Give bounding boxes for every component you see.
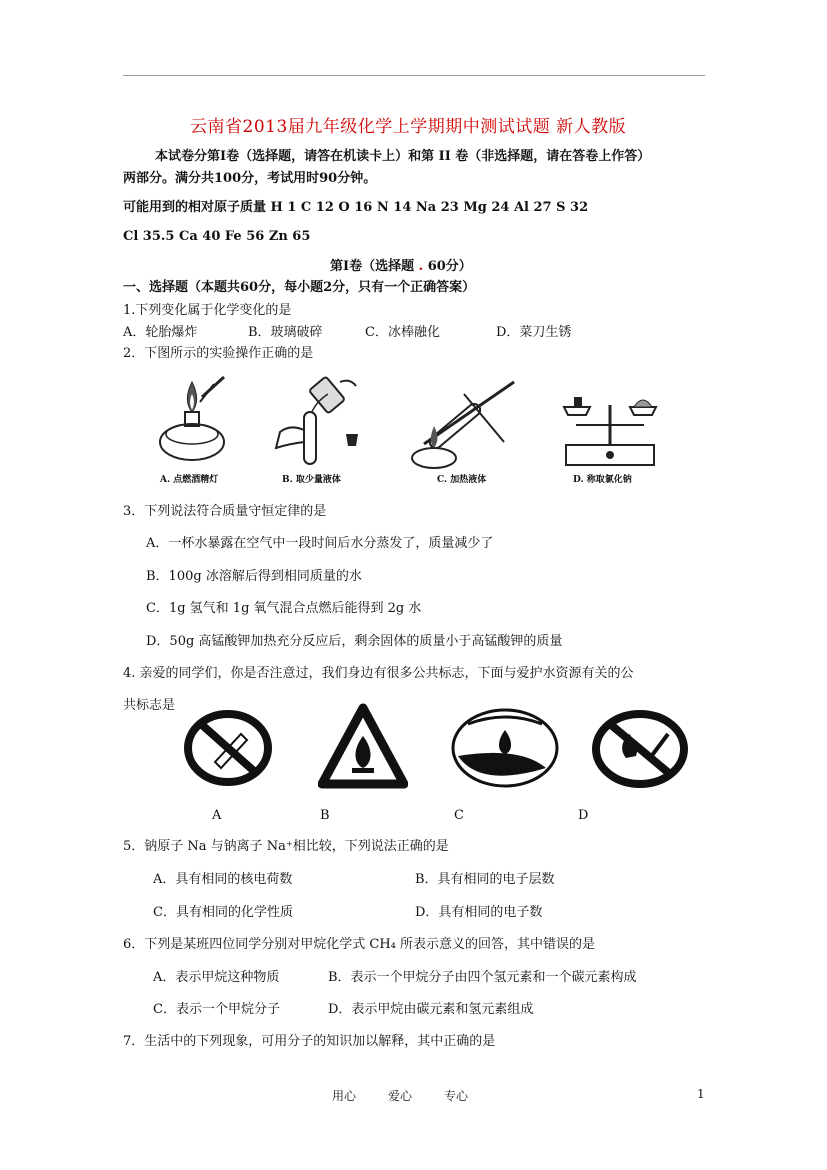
footer-motto-3: 专心 — [444, 1089, 469, 1103]
fig-caption-a: A. 点燃酒精灯 — [160, 475, 219, 485]
q6-stem: 6．下列是某班四位同学分别对甲烷化学式 CH₄ 所表示意义的回答，其中错误的是 — [123, 937, 596, 952]
q3-option-b: B．100g 冰溶解后得到相同质量的水 — [146, 569, 362, 584]
atomic-mass-line-1: 可能用到的相对原子质量 H 1 C 12 O 16 N 14 Na 23 Mg 24 Al 27 S 32 — [123, 200, 589, 215]
q1-option-a: A．轮胎爆炸 — [123, 325, 198, 340]
page-number: 1 — [697, 1087, 705, 1101]
sign-label-a: A — [212, 808, 222, 823]
no-fire-sign — [590, 708, 690, 790]
q5-option-c: C．具有相同的化学性质 — [153, 905, 293, 920]
footer-motto-1: 用心 — [332, 1089, 357, 1103]
exam-title: 云南省2013届九年级化学上学期期中测试试题 新人教版 — [190, 117, 627, 137]
q5-option-a: A．具有相同的核电荷数 — [153, 872, 293, 887]
q5-option-b: B．具有相同的电子层数 — [415, 872, 555, 887]
atomic-mass-line-2: Cl 35.5 Ca 40 Fe 56 Zn 65 — [123, 229, 311, 244]
q4-stem-line-1: 4. 亲爱的同学们，你是否注意过，我们身边有很多公共标志，下面与爱护水资源有关的公 — [123, 666, 634, 681]
heating-liquid-figure — [404, 372, 524, 472]
fig-caption-b: B. 取少量液体 — [282, 475, 341, 485]
q3-option-a: A．一杯水暴露在空气中一段时间后水分蒸发了，质量减少了 — [146, 536, 494, 551]
fig-caption-d: D. 称取氯化钠 — [573, 475, 632, 485]
q6-option-b: B．表示一个甲烷分子由四个氢元素和一个碳元素构成 — [328, 970, 637, 985]
sign-label-d: D — [578, 808, 589, 823]
part1-heading — [330, 255, 472, 274]
q1-stem: 1.下列变化属于化学变化的是 — [123, 303, 292, 318]
q6-option-c: C．表示一个甲烷分子 — [153, 1002, 280, 1017]
q4-stem-line-2: 共标志是 — [123, 698, 176, 713]
part1-heading-dot: . — [418, 259, 424, 274]
sign-label-c: C — [454, 808, 464, 823]
q1-option-c: C．冰棒融化 — [365, 325, 440, 340]
part1-heading-post: 60分） — [427, 259, 472, 274]
q5-stem: 5．钠原子 Na 与钠离子 Na⁺相比较，下列说法正确的是 — [123, 839, 449, 854]
q5-option-d: D．具有相同的电子数 — [415, 905, 543, 920]
q3-stem: 3．下列说法符合质量守恒定律的是 — [123, 504, 327, 519]
water-saving-sign — [450, 706, 560, 790]
part1-heading-pre: 第Ⅰ卷（选择题 — [330, 259, 415, 274]
q3-option-d: D．50g 高锰酸钾加热充分反应后，剩余固体的质量小于高锰酸钾的质量 — [146, 634, 563, 649]
q1-option-b: B．玻璃破碎 — [248, 325, 323, 340]
q2-stem: 2．下图所示的实验操作正确的是 — [123, 346, 314, 361]
balance-figure — [560, 385, 660, 470]
flammable-warning-sign — [318, 702, 408, 790]
header-rule — [123, 75, 705, 76]
footer-motto-2: 爱心 — [388, 1089, 413, 1103]
q6-option-d: D．表示甲烷由碳元素和氢元素组成 — [328, 1002, 534, 1017]
q1-option-d: D．菜刀生锈 — [496, 325, 572, 340]
no-smoking-sign — [183, 708, 273, 788]
q6-option-a: A．表示甲烷这种物质 — [153, 970, 280, 985]
intro-line-2: 两部分。满分共100分，考试用时90分钟。 — [123, 171, 377, 186]
alcohol-lamp-figure — [152, 372, 242, 472]
sign-label-b: B — [320, 808, 330, 823]
pour-liquid-figure — [268, 372, 368, 472]
q3-option-c: C．1g 氢气和 1g 氧气混合点燃后能得到 2g 水 — [146, 601, 422, 616]
q7-stem: 7．生活中的下列现象，可用分子的知识加以解释，其中正确的是 — [123, 1034, 496, 1049]
section-heading: 一、选择题（本题共60分，每小题2分，只有一个正确答案） — [123, 280, 476, 295]
fig-caption-c: C. 加热液体 — [437, 475, 487, 485]
intro-line-1: 本试卷分第Ⅰ卷（选择题，请答在机读卡上）和第 II 卷（非选择题，请在答卷上作答） — [155, 149, 651, 164]
